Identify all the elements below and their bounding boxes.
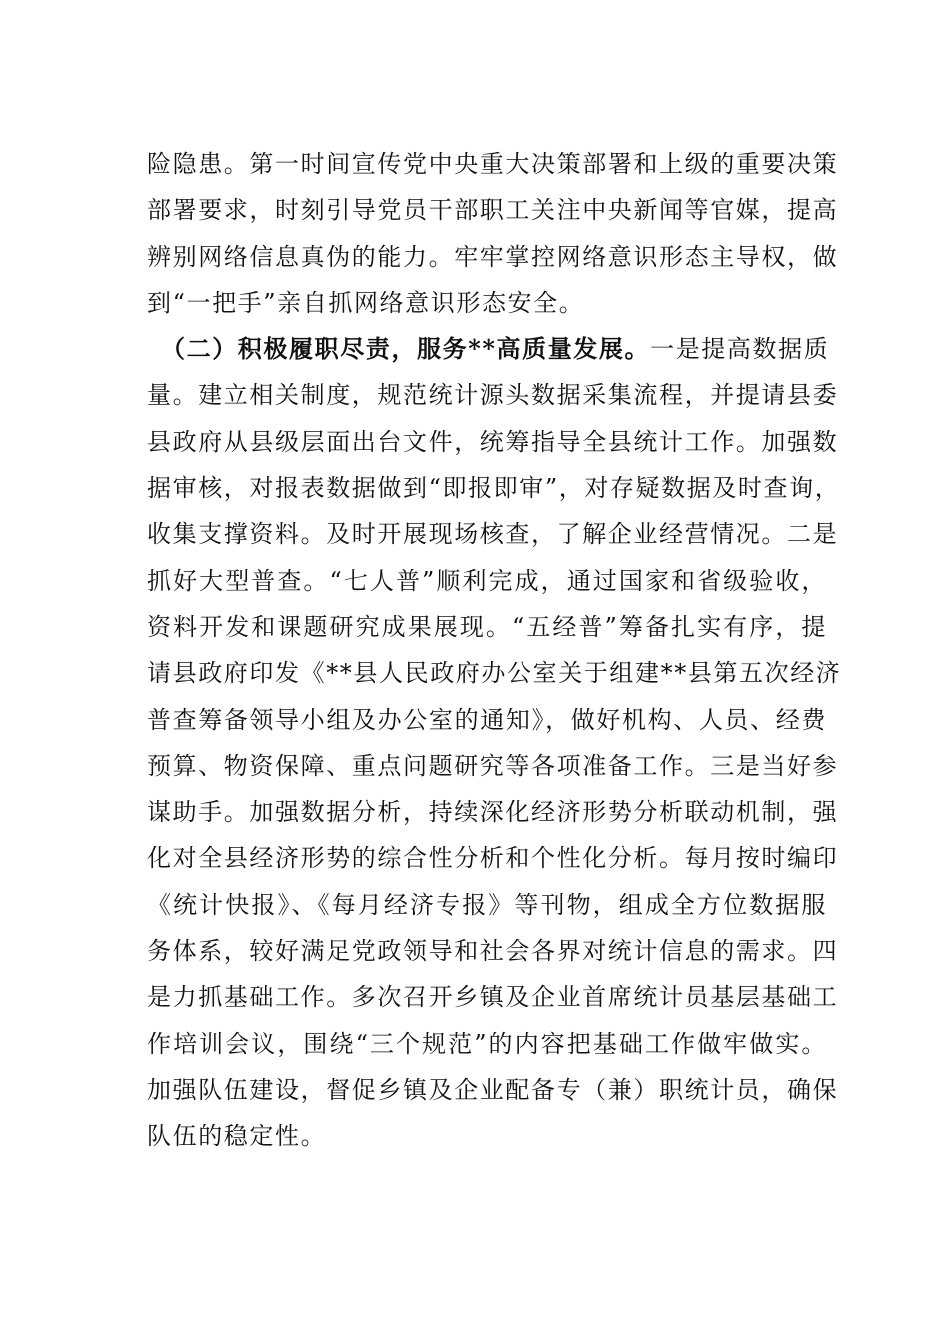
text-line: 辨别网络信息真伪的能力。牢牢掌控网络意识形态主导权，做 [147, 242, 839, 271]
text-line: 请县政府印发《**县人民政府办公室关于组建**县第五次经济 [147, 659, 842, 688]
text-line: 作培训会议，围绕“三个规范”的内容把基础工作做牢做实。 [147, 1029, 827, 1058]
text-run: 一是提高数据质 [650, 335, 830, 364]
text-line: 预算、物资保障、重点问题研究等各项准备工作。三是当好参 [147, 751, 839, 780]
text-line: 化对全县经济形势的综合性分析和个性化分析。每月按时编印 [147, 844, 839, 873]
text-line: 加强队伍建设，督促乡镇及企业配备专（兼）职统计员，确保 [147, 1075, 839, 1104]
text-line: 县政府从县级层面出台文件，统筹指导全县统计工作。加强数 [147, 427, 839, 456]
text-line: 资料开发和课题研究成果展现。“五经普”筹备扎实有序，提 [147, 612, 827, 641]
text-line: 部署要求，时刻引导党员干部职工关注中央新闻等官媒，提高 [147, 196, 839, 225]
text-line: 到“一把手”亲自抓网络意识形态安全。 [147, 288, 585, 317]
text-line: 务体系，较好满足党政领导和社会各界对统计信息的需求。四 [147, 937, 839, 966]
text-line: 抓好大型普查。“七人普”顺利完成，通过国家和省级验收， [147, 566, 827, 595]
section-heading-line [147, 326, 830, 372]
text-line: 普查筹备领导小组及办公室的通知》，做好机构、人员、经费 [147, 705, 827, 734]
text-line: 队伍的稳定性。 [147, 1122, 327, 1151]
text-line: 是力抓基础工作。多次召开乡镇及企业首席统计员基层基础工 [147, 983, 839, 1012]
text-line: 据审核，对报表数据做到“即报即审”，对存疑数据及时查询， [147, 474, 841, 503]
text-line: 《统计快报》、《每月经济专报》等刊物，组成全方位数据服 [147, 890, 827, 919]
section-heading: （二）积极履职尽责，服务**高质量发展。 [161, 334, 651, 364]
text-line: 谋助手。加强数据分析，持续深化经济形势分析联动机制，强 [147, 798, 839, 827]
text-line: 险隐患。第一时间宣传党中央重大决策部署和上级的重要决策 [147, 150, 839, 178]
body-text [147, 141, 842, 1160]
text-line: 量。建立相关制度，规范统计源头数据采集流程，并提请县委 [147, 381, 839, 410]
text-line: 收集支撑资料。及时开展现场核查，了解企业经营情况。二是 [147, 520, 839, 549]
